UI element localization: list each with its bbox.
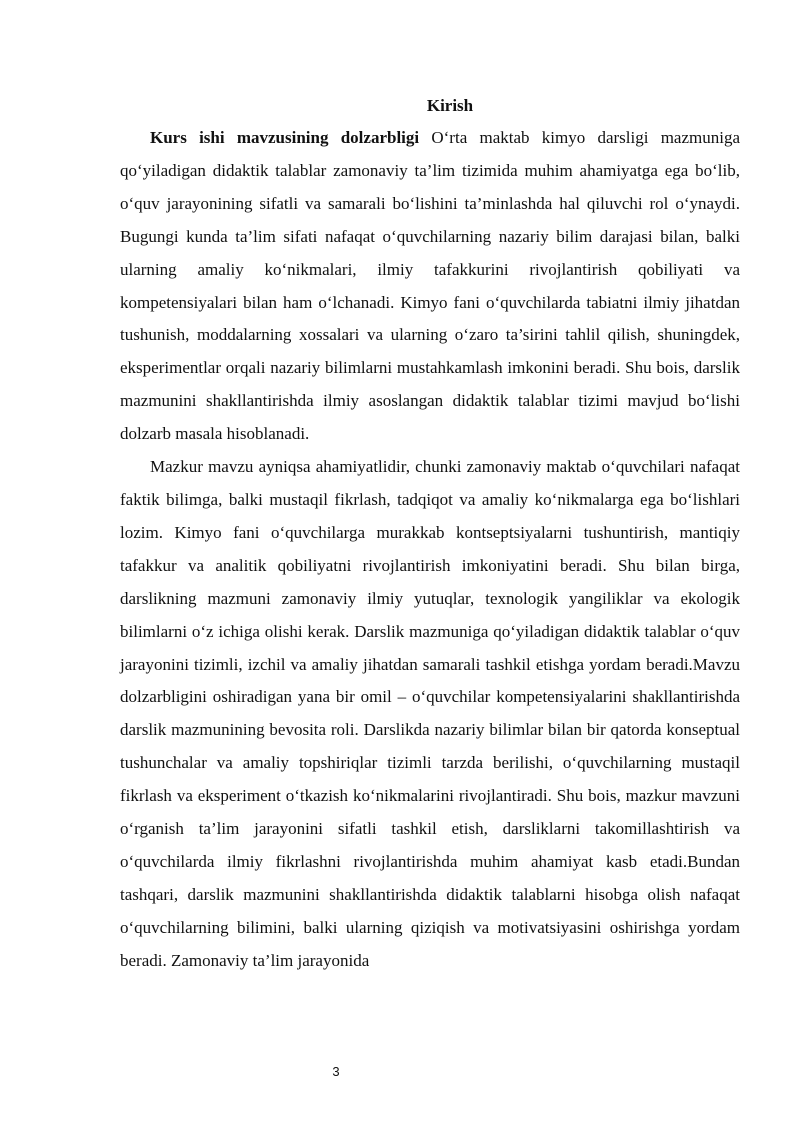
document-page (120, 90, 740, 978)
paragraph-lead: Kurs ishi mavzusining dolzarbligi (150, 128, 420, 147)
paragraph-text: Mazkur mavzu ayniqsa ahamiyatlidir, chunki zamonaviy maktab o‘quvchilari nafaqat faktik bilimga, balki mustaqil fikrlash, tadqiqot va amaliy ko‘nikmalarga ega bo‘lishlari lozim. Kimyo fani o‘quvchilarga murakkab kontseptsiyalarni tushuntirish, mantiqiy tafakkur va analitik qobiliyatni rivojlantirish imkoniyatini beradi. Shu bilan birga, darslikning mazmuni zamonaviy ilmiy yutuqlar, texnologik yangiliklar va ekologik bilimlarni o‘z ichiga olishi kerak. Darslik mazmuniga qo‘yiladigan didaktik talablar o‘quv jarayonini tizimli, izchil va amaliy jihatdan samarali tashkil etishga yordam beradi.Mavzu dolzarbligini oshiradigan yana bir omil – o‘quvchilar kompetensiyalarini shakllantirishda darslik mazmunining bevosita roli. Darslikda nazariy bilimlar bilan bir qatorda konseptual tushunchalar va amaliy topshiriqlar tizimli tarzda berilishi, o‘quvchilarning mustaqil fikrlash va eksperiment o‘tkazish ko‘nikmalarini rivojlantiradi. Shu bois, mazkur mavzuni o‘rganish ta’lim jarayonini sifatli tashkil etish, darsliklarni takomillashtirish va o‘quvchilarda ilmiy fikrlashni rivojlantirishda muhim ahamiyat kasb etadi.Bundan tashqari, darslik mazmunini shakllantirishda didaktik talablarni hisobga olish nafaqat o‘quvchilarning bilimini, balki ularning qiziqish va motivatsiyasini oshirishga yordam beradi. Zamonaviy ta’lim jarayonida (120, 457, 740, 970)
paragraph-relevance (120, 122, 740, 451)
page-number: 3 (332, 1064, 340, 1079)
paragraph-text: O‘rta maktab kimyo darsligi mazmuniga qo‘yiladigan didaktik talablar zamonaviy ta’lim tizimida muhim ahamiyatga ega bo‘lib, o‘quv jarayonining sifatli va samarali bo‘lishini ta’minlashda hal qiluvchi rol o‘ynaydi. Bugungi kunda ta’lim sifati nafaqat o‘quvchilarning nazariy bilim darajasi bilan, balki ularning amaliy ko‘nikmalari, ilmiy tafakkurini rivojlantirish qobiliyati va kompetensiyalari bilan ham o‘lchanadi. Kimyo fani o‘quvchilarda tabiatni ilmiy jihatdan tushunish, moddalarning xossalari va ularning o‘zaro ta’sirini tahlil qilish, shuningdek, eksperimentlar orqali nazariy bilimlarni mustahkamlash imkonini beradi. Shu bois, darslik mazmunini shakllantirishda ilmiy asoslangan didaktik talablar tizimi mavjud bo‘lishi dolzarb masala hisoblanadi. (120, 128, 740, 444)
paragraph-importance (120, 451, 740, 978)
section-title: Kirish (426, 96, 474, 115)
